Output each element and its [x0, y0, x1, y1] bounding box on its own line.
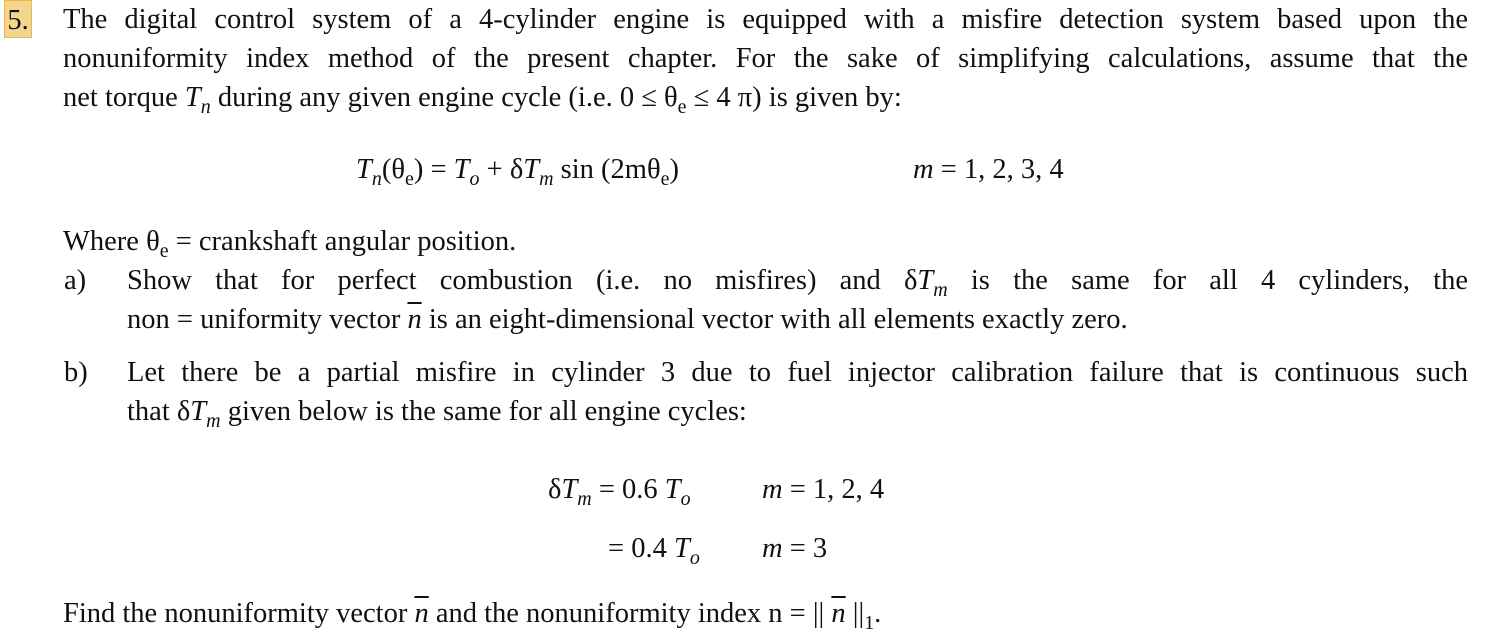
part-b-line-2: that $\delta T_m$ given below is the same for all engine cycles:: [127, 396, 747, 432]
find-statement: Find the nonuniformity vector $\overline{n}$ and the nonuniformity index n = || $\overline{n}$ $||_1$.: [63, 598, 882, 634]
intro-line-2: nonuniformity index method of the present chapter. For the sake of simplifying calculations, assume that the: [63, 43, 1468, 74]
part-a-line-2: non = uniformity vector $\overline{n}$ is an eight-dimensional vector with all elements exactly zero.: [127, 304, 1128, 335]
misfire-equation-1: $\delta T_m = 0.6$ $T_o$: [548, 474, 691, 510]
part-a-text: [127, 261, 1468, 339]
misfire-equation-2: = 0.4 $T_o$: [608, 533, 700, 569]
misfire-equation-2-condition: m = 3: [762, 533, 828, 564]
intro-line-3: net torque $T_n$ during any given engine cycle (i.e. $0 \le \theta_e \le 4$ π) is given by:: [63, 82, 902, 118]
part-a-line-1: Show that for perfect combustion (i.e. no misfires) and $\delta T_m$ is the same for all 4 cylinders, the: [127, 265, 1468, 301]
where-definition: Where $\theta_e$ = crankshaft angular position.: [63, 226, 517, 262]
intro-line-1: The digital control system of a 4-cylinder engine is equipped with a misfire detection system based upon the: [63, 4, 1468, 35]
part-a-label: a): [64, 265, 87, 296]
problem-number-badge: 5.: [4, 0, 32, 38]
torque-equation: $T_n(\theta_e) = T_o + \delta T_m$ $\sin (2m\theta_e)$: [356, 154, 679, 190]
problem-intro: [63, 0, 1468, 117]
part-b-label: b): [64, 357, 88, 388]
misfire-equation-1-condition: m = 1, 2, 4: [762, 474, 885, 505]
torque-equation-condition: m = 1, 2, 3, 4: [913, 154, 1064, 185]
part-b-line-1: Let there be a partial misfire in cylinder 3 due to fuel injector calibration failure that is continuous such: [127, 357, 1468, 388]
part-b-text: [127, 353, 1468, 431]
